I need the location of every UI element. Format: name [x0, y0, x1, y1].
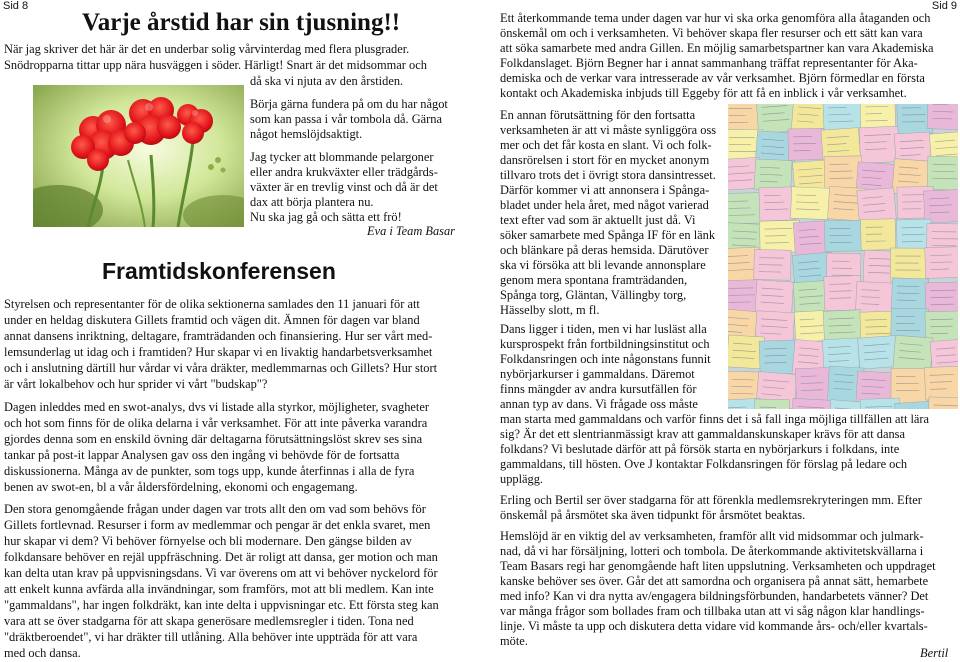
section-heading: Framtidskonferensen — [102, 258, 336, 285]
right-para3-line-2: önskemål på årsmötet ska även tidpunkt för årsmötet beaktas. — [500, 508, 805, 524]
para3-line-10: med och dansa. — [4, 646, 81, 662]
page-number-left: Sid 8 — [3, 0, 28, 12]
right-para4-line-4: kanske behöver ses över. Går det att samordna och organisera på annat sätt, hemarbete — [500, 574, 928, 590]
para3-line-2: Gillets fortlevnad. Resurser i form av medlemmar och pengar är det enkla svaret, men — [4, 518, 430, 534]
col-para1-line-11: ska vi försöka att bli levande annonsplare — [500, 258, 706, 274]
col-para1-line-6: Därför kommer vi att annonsera i Spånga- — [500, 183, 709, 199]
page-number-right: Sid 9 — [932, 0, 957, 12]
side-text-2-line-3: växter är en trevlig vinst och då är det — [250, 180, 438, 196]
col-para2-line-1: Dans ligger i tiden, men vi har lusläst alla — [500, 322, 707, 338]
col-para1-line-3: mer och det får kosta en slant. Vi och folk- — [500, 138, 712, 154]
side-text-1-line-1: Börja gärna fundera på om du har något — [250, 97, 448, 113]
post-it-notes-photo — [728, 104, 958, 409]
side-text-1-line-3: något hemslöjdsaktigt. — [250, 127, 362, 143]
para1-line-5: och i anslutning därtill hur vårdar vi våra dräkter, medlemmarnas och Gillets? Hur stort — [4, 361, 437, 377]
side-text-2-line-5: Nu ska jag gå och sätta ett frö! — [250, 210, 402, 226]
col-para1-line-9: söker samarbete med Spånga IF för en länk — [500, 228, 715, 244]
col-para1-line-8: text efter vad som är aktuellt just då. Vi — [500, 213, 696, 229]
col-para1-line-14: Hässelby slott, m fl. — [500, 303, 599, 319]
para2-line-5: diskussionerna. Många av de punkter, som togs upp, kunde återfinnas i alla de fyra — [4, 464, 414, 480]
right-para4-line-5: med info? Kan vi dra nytta av/engagera bildningsförbunden, handarbetets vänner? Det — [500, 589, 928, 605]
para3-line-6: att enkelt kunna avfärda alla invändningar, som framförs, mot att bli medlem. Kan inte — [4, 582, 434, 598]
col-para1-line-13: Spånga torg, Gläntan, Vällingby torg, — [500, 288, 686, 304]
right-para4-line-6: var många frågor som bollades fram och tillbaka utan att vi såg någon klar handlings- — [500, 604, 925, 620]
article-title: Varje årstid har sin tjusning!! — [82, 9, 400, 37]
para1-line-6: är vårt lokalbehov och hur sprider vi vårt "budskap"? — [4, 377, 267, 393]
col-para2-line-2: kursprospekt från fortbildningsinstitut och — [500, 337, 710, 353]
para2-cont-line-5: upplägg. — [500, 472, 543, 488]
para2-line-2: och hot som finns för de olika delarna i vår verksamhet. För att inte påverka varandra — [4, 416, 427, 432]
right-para3-line-1: Erling och Bertil ser över stadgarna för att förenkla medlemsrekryteringen mm. Efter — [500, 493, 922, 509]
para3-line-9: "dräktberoendet", vi har dräkter till utlåning. Alla behöver inte uppträda för att vara — [4, 630, 417, 646]
side-text-2-line-4: dax att börja plantera nu. — [250, 195, 374, 211]
para2-line-6: benen av swot-en, bl a vår åldersfördelning, ekonomi och engagemang. — [4, 480, 358, 496]
para1-line-3: annat dansens inriktning, deltagare, framträdanden och finansiering. Hur ser vårt med- — [4, 329, 432, 345]
col-para1-line-1: En annan förutsättning för den fortsatta — [500, 108, 695, 124]
para3-line-4: folkdansare behöver en rejäl uppfräschning. Det är roligt att dansa, ger motion och man — [4, 550, 438, 566]
col-para1-line-5: tillvaro trots det i övrigt stora dansintresset. — [500, 168, 716, 184]
side-text-1-line-2: som kan passa i vår tombola då. Gärna — [250, 112, 442, 128]
para3-line-8: vara att se över stadgarna för att skapa generösare medlemsregler i tiden. Tona ned — [4, 614, 414, 630]
para2-cont-line-1: man starta med gammaldans och varför finns det i så fall inga möjliga tillfällen att lära — [500, 412, 929, 428]
right-para1-line-5: demiska och de verkar vara intresserade av vår verksamhet. Björn förmedlar en första — [500, 71, 925, 87]
para3-line-5: kan delta utan krav på uppvisningsdans. Vi var överens om att vi behöver nyckelord för — [4, 566, 438, 582]
intro-line-2: Snödropparna tittar upp nära husväggen i söder. Härligt! Snart är det midsommar och — [4, 58, 427, 74]
signature-eva: Eva i Team Basar — [367, 224, 455, 240]
right-para4-line-8: möte. — [500, 634, 528, 650]
col-para1-line-10: och blänkare på deras hemsida. Därutöver — [500, 243, 709, 259]
right-para1-line-3: att söka samarbete med andra Gillen. En möjlig samarbetspartner kan vara Akademiska — [500, 41, 934, 57]
col-para2-line-3: Folkdansringen och inte någonstans funnit — [500, 352, 711, 368]
para2-cont-line-3: folkdans? Vi beslutade därför att på försök starta en nybörjarkurs i folkdans, inte — [500, 442, 899, 458]
para2-line-1: Dagen inleddes med en swot-analys, dvs vi listade alla styrkor, möjligheter, svagheter — [4, 400, 429, 416]
para3-line-7: "gammaldans", har ingen folkdräkt, kan inte delta i uppvisningar etc. Ett första steg kan — [4, 598, 439, 614]
col-para2-line-4: nybörjarkurser i gammaldans. Däremot — [500, 367, 695, 383]
col-para1-line-4: dansrörelsen i stort för en mycket anonym — [500, 153, 709, 169]
para1-line-1: Styrelsen och representanter för de olika sektionerna samlades den 11 januari för att — [4, 297, 420, 313]
intro-line-3: då ska vi njuta av den årstiden. — [250, 74, 403, 90]
right-para4-line-2: nad, då vi har försäljning, lotteri och tombola. De återkommande aktivitetskvällarna i — [500, 544, 923, 560]
right-para1-line-2: önskemål om och i verksamheten. Vi behöver skapa fler resurser och ett sätt kan vara — [500, 26, 923, 42]
para1-line-4: lemsunderlag ut idag och i framtiden? Hur skapar vi en livaktig handarbetsverksamhet — [4, 345, 432, 361]
right-para4-line-3: Team Basars regi har genomgående haft liten uppslutning. Verksamheten och uppdraget — [500, 559, 936, 575]
col-para2-line-6: annan typ av dans. Vi frågade oss måste — [500, 397, 698, 413]
para3-line-1: Den stora genomgående frågan under dagen var trots allt den om vad som behövs för — [4, 502, 426, 518]
geranium-photo — [33, 85, 244, 227]
col-para2-line-5: finns mängder av andra kursutfällen för — [500, 382, 696, 398]
signature-bertil: Bertil — [920, 646, 948, 662]
col-para1-line-12: genom mera spontana framträdanden, — [500, 273, 687, 289]
right-para1-line-6: kontakt och Akademiska inbjuds till Eggeby för att få en inblick i vår verksamhet. — [500, 86, 907, 102]
intro-line-1: När jag skriver det här är det en underbar solig vårvinterdag med flera plusgrader. — [4, 42, 409, 58]
para2-line-4: tankar på post-it lappar Analysen gav oss den ingång vi behövde för de fortsatta — [4, 448, 399, 464]
col-para1-line-7: bladet under hela året, med något varierad — [500, 198, 709, 214]
right-para4-line-1: Hemslöjd är en viktig del av verksamheten, framför allt vid midsommar och julmark- — [500, 529, 924, 545]
side-text-2-line-1: Jag tycker att blommande pelargoner — [250, 150, 434, 166]
para2-cont-line-2: sig? Är det ett slentrianmässigt krav att gammaldanskunskaper krävs för att dansa — [500, 427, 905, 443]
para1-line-2: under en heldag diskutera Gillets framtid och vägen dit. Ämnen för dagen var bland — [4, 313, 420, 329]
para3-line-3: hur skapar vi dem? Vi behöver förnyelse och bli modernare. Den gängse bilden av — [4, 534, 412, 550]
para2-line-3: gjordes denna som en enskild övning där deltagarna förutsättningslöst skrev ses sina — [4, 432, 422, 448]
side-text-2-line-2: eller andra krukväxter eller trädgårds- — [250, 165, 438, 181]
right-para4-line-7: linje. Vi måste ta upp och diskutera detta vidare vid kommande års- och/eller kvartals- — [500, 619, 928, 635]
para2-cont-line-4: gammaldans, till hösten. Ove J kontaktar Folkdansringen för förslag på ledare och — [500, 457, 907, 473]
right-para1-line-1: Ett återkommande tema under dagen var hur vi ska orka genomföra alla åtaganden och — [500, 11, 930, 27]
right-para1-line-4: Folkdanslaget. Björn Begner har i annat sammanhang träffat representanter för Aka- — [500, 56, 918, 72]
col-para1-line-2: verksamheten är att vi måste synliggöra oss — [500, 123, 716, 139]
